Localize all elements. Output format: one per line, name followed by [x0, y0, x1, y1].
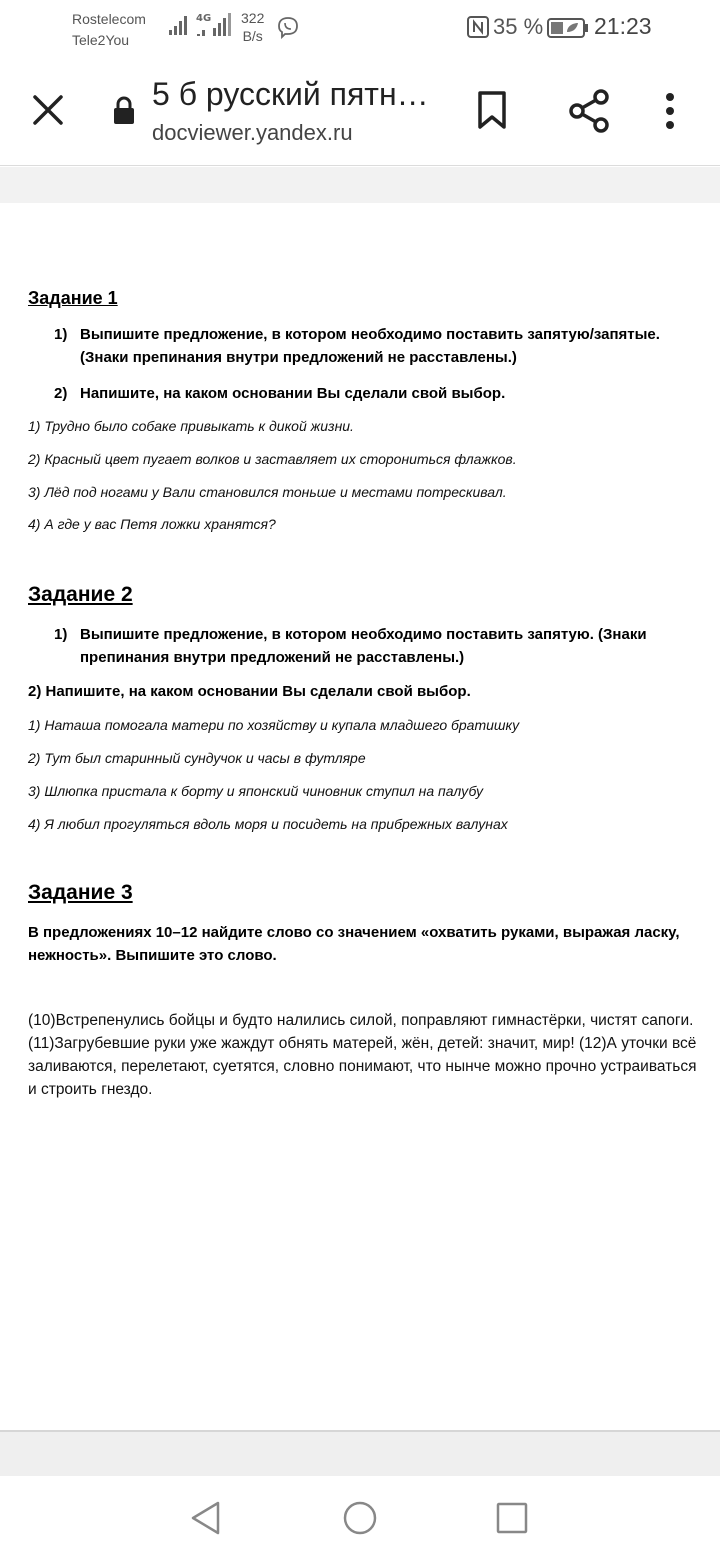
task3-heading: Задание 3: [28, 881, 133, 904]
bookmark-button[interactable]: [476, 90, 508, 135]
speed-unit: B/s: [242, 28, 263, 44]
close-icon: [28, 90, 68, 130]
lock-icon: [112, 96, 136, 131]
task1-item-2: [54, 382, 700, 405]
task2-heading: Задание 2: [28, 583, 133, 606]
share-button[interactable]: [568, 89, 610, 138]
signal-4g-icon: [196, 10, 232, 38]
task1-option-3: 3) Лёд под ногами у Вали становился тоньше и местами потрескивал.: [28, 484, 507, 500]
task1-heading: Задание 1: [28, 288, 118, 308]
share-icon: [568, 89, 610, 133]
task3-text-paragraph: (10)Встрепенулись бойцы и будто налились силой, поправляют гимнастёрки, чистят сапоги. (11)Загрубевшие руки уже жаждут обнять матерей, жён, детей: значит, мир! (12)А уточки всё заливаются, перелетают, суетятся, словно понимают, что нынче можно прочно устраиваться и строить гнездо.: [28, 1012, 697, 1098]
speed-value: 322: [241, 10, 265, 26]
task1-option-2: 2) Красный цвет пугает волков и заставляет их сторониться флажков.: [28, 451, 517, 467]
network-type-label: 4G: [196, 13, 212, 24]
more-vert-icon: [664, 92, 676, 132]
task2-item-1: [54, 623, 700, 669]
page-title: 5 б русский пятн…: [152, 76, 429, 112]
task2-option-1: 1) Наташа помогала матери по хозяйству и купала младшего братишку: [28, 717, 520, 733]
task2-option-4: 4) Я любил прогуляться вдоль моря и посидеть на прибрежных валунах: [28, 816, 508, 832]
home-circle-icon: [342, 1500, 378, 1536]
task2-item-1-text: Выпишите предложение, в котором необходимо поставить запятую. (Знаки препинания внутри предложений не расставлены.): [80, 626, 647, 666]
task2-option-3: 3) Шлюпка пристала к борту и японский чиновник ступил на палубу: [28, 783, 484, 799]
task3-instruction: В предложениях 10–12 найдите слово со значением «охватить руками, выражая ласку, нежность». Выпишите это слово.: [28, 924, 680, 964]
clock: 21:23: [594, 13, 652, 39]
battery-icon: [547, 18, 589, 43]
nav-back-button[interactable]: [188, 1500, 224, 1541]
browser-toolbar: [0, 58, 720, 166]
nav-home-button[interactable]: [342, 1500, 378, 1541]
task1-item-1-text: Выпишите предложение, в котором необходимо поставить запятую/запятые. (Знаки препинания внутри предложений не расставлены.): [80, 326, 660, 366]
battery-percent: 35 %: [493, 14, 544, 39]
task1-option-4: 4) А где у вас Петя ложки хранятся?: [28, 516, 276, 532]
task2-option-2: 2) Тут был старинный сундучок и часы в футляре: [28, 750, 366, 766]
carrier-2: Tele2You: [72, 32, 130, 48]
task2-item-2: 2) Напишите, на каком основании Вы сделали свой выбор.: [28, 683, 471, 700]
page-bottom-strip: [0, 1430, 720, 1476]
carrier-names: [72, 9, 146, 51]
task1-item-2-num: 2): [54, 385, 68, 402]
back-triangle-icon: [188, 1500, 224, 1536]
more-options-button[interactable]: [664, 92, 676, 137]
close-button[interactable]: [28, 90, 68, 135]
system-nav-bar: [0, 1476, 720, 1560]
viber-icon: [276, 16, 300, 45]
carrier-1: Rostelecom: [72, 11, 146, 27]
task1-item-1-num: 1): [54, 326, 68, 343]
signal-bars-icon: [168, 14, 190, 36]
nav-recents-button[interactable]: [496, 1502, 528, 1539]
task1-item-1: [54, 323, 700, 369]
status-bar: [0, 0, 720, 58]
task1-item-2-text: Напишите, на каком основании Вы сделали свой выбор.: [80, 385, 506, 402]
network-speed: [241, 9, 264, 45]
task2-item-1-num: 1): [54, 626, 68, 643]
page-url[interactable]: docviewer.yandex.ru: [152, 120, 353, 145]
page-top-strip: [0, 167, 720, 203]
recents-square-icon: [496, 1502, 528, 1534]
nfc-icon: [467, 16, 489, 43]
task1-option-1: 1) Трудно было собаке привыкать к дикой жизни.: [28, 418, 354, 434]
bookmark-icon: [476, 90, 508, 130]
